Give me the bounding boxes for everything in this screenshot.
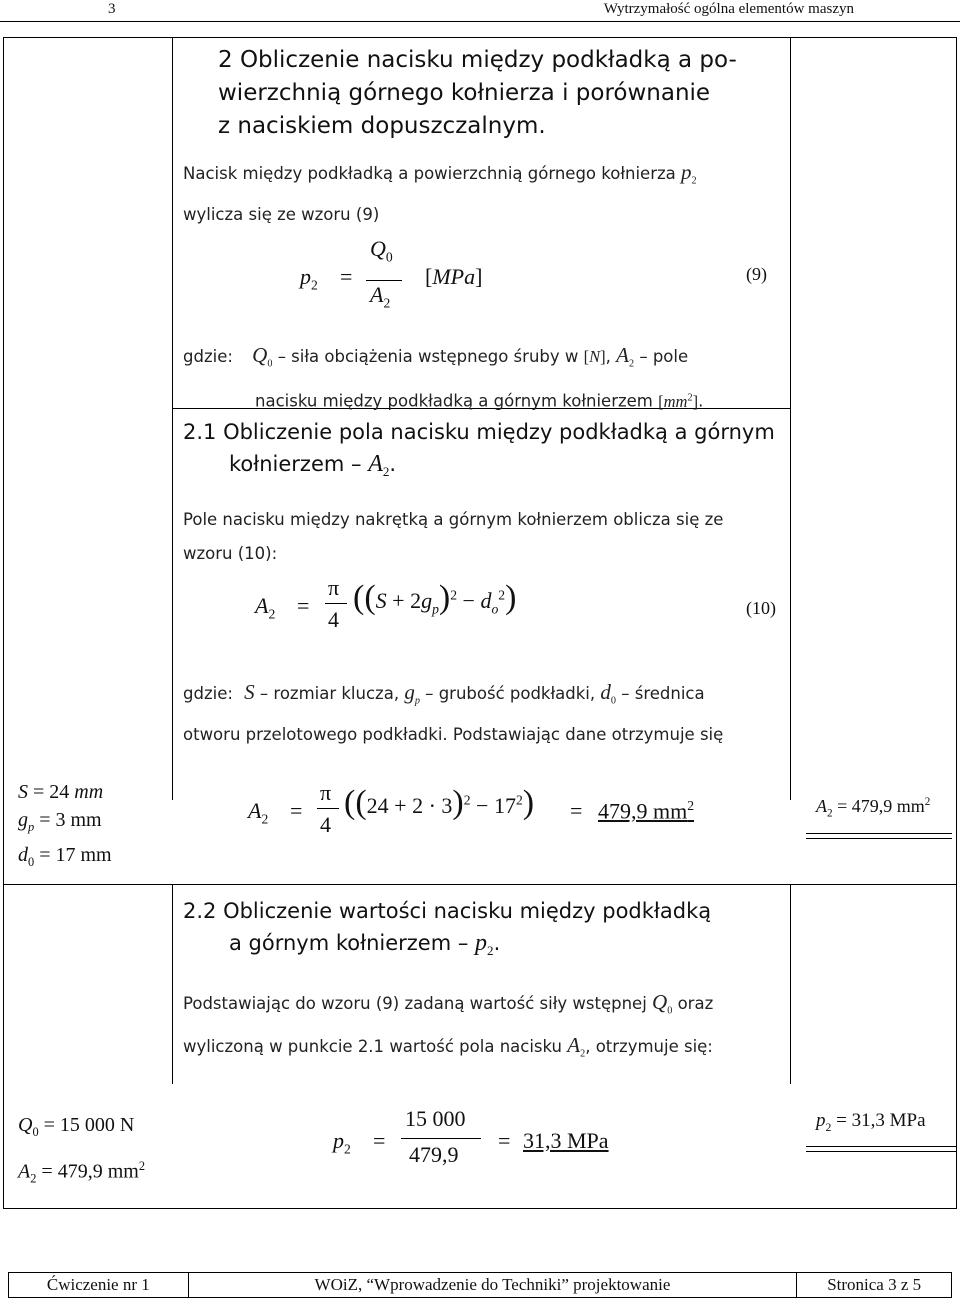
result-underline-1 [806,833,952,834]
column-divider-left-3 [172,884,173,1084]
page-header [0,0,960,22]
header-title: Wytrzymałość ogólna elementów maszyn [603,1,854,17]
column-divider-right-2 [790,408,791,800]
column-divider-left-1 [172,37,173,409]
column-divider-right-3 [790,884,791,1084]
frame-right [956,37,957,1209]
frame-left [3,37,4,1209]
section-heading: 2 Obliczenie nacisku między podkładką a po- wierzchnią górnego kołnierza i porównanie z naciskiem dopuszczalnym. [218,47,737,139]
divider-line-2 [3,884,957,885]
given-values-2-2: $Q_0 = 15$ 000 N $A_2 = 479,9$ $mm^2$ [18,1114,146,1186]
frame-top [3,37,957,38]
subsection-heading-2-1: 2.1 Obliczenie pola nacisku między podkładką a górnym kołnierzem – $A_2$. [183,420,775,480]
subsection-heading-2-2: 2.2 Obliczenie wartości nacisku między podkładką a górnym kołnierzem – $p_2$. [183,899,712,959]
result-2-1: $A_2 = 479,9$ $mm^2$ [816,796,931,820]
subsection-intro-2-2: Podstawiając do wzoru (9) zadaną wartość siły wstępnej $Q_0$ oraz wyliczoną w punkcie 2.1 wartość pola nacisku $A_2$, otrzymuje się: [183,990,714,1060]
column-divider-right-1 [790,37,791,409]
result-2-2: $p_2 = 31,3$ MPa [816,1110,926,1134]
column-divider-left-2 [172,408,173,800]
result-underline-2 [806,838,952,839]
equation-number-9: (9) [746,264,767,284]
result-underline-4 [806,1151,956,1152]
footer-course: WOiZ, “Wprowadzenie do Techniki” projektowanie [189,1273,798,1297]
where-block-9: gdzie: $Q_0$ – siła obciążenia wstępnego śruby w [N], $A_2$ – pole nacisku między podkładką a górnym kołnierzem $[mm^2]$. [183,343,704,411]
section-intro: Nacisk między podkładką a powierzchnią górnego kołnierza $p_2$ wylicza się ze wzoru (9) [183,160,697,225]
subsection-intro-2-1: Pole nacisku między nakrętką a górnym kołnierzem oblicza się ze wzoru (10): [183,510,724,563]
page-footer [8,1272,952,1298]
footer-page: Stronica 3 z 5 [827,1275,922,1294]
page-number: 3 [108,1,116,17]
result-underline-3 [806,1146,956,1147]
footer-exercise: Ćwiczenie nr 1 [9,1273,189,1297]
where-block-10: gdzie: S – rozmiar klucza, $g_p$ – grubość podkładki, $d_0$ – średnica otworu przelotowego podkładki. Podstawiając dane otrzymuje się [183,680,724,745]
equation-number-10: (10) [746,598,776,618]
given-values-2-1: S = 24 mm $g_p = 3$ mm $d_0 = 17$ mm [18,781,112,869]
frame-bottom [3,1208,957,1209]
